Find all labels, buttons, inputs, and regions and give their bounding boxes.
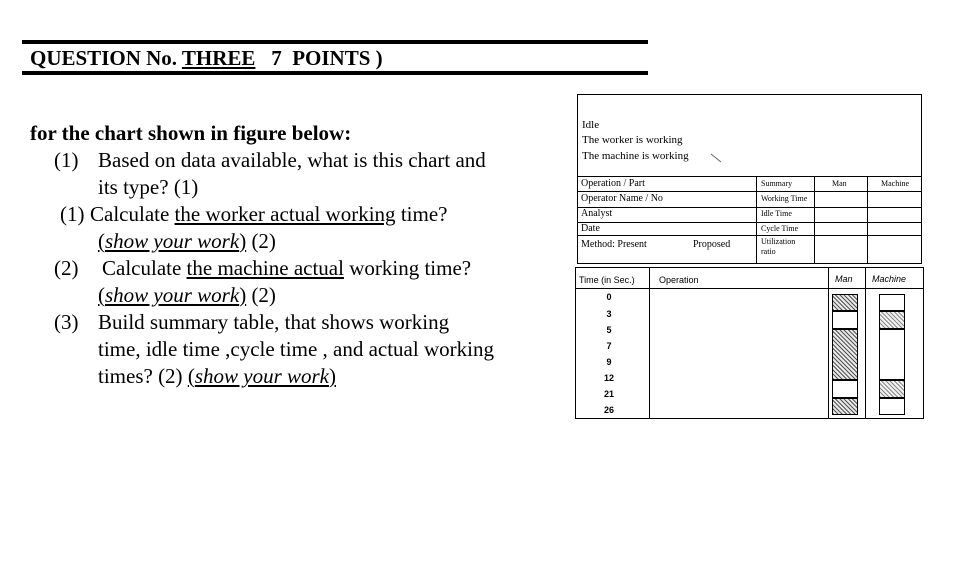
info-divider-1 — [756, 176, 757, 264]
question-points: 7 POINTS ) — [255, 46, 383, 70]
chart-header-operation: Operation — [659, 275, 699, 285]
info-rule-0 — [577, 176, 922, 177]
man-segment-working-21-26 — [832, 398, 858, 415]
chart-header-man: Man — [835, 274, 853, 284]
info-rule-2 — [577, 207, 922, 208]
summary-working-time: Working Time — [761, 194, 808, 203]
summary-col-machine: Machine — [881, 179, 909, 188]
question-3-line-1 — [98, 255, 560, 282]
chart-body-box — [575, 267, 924, 419]
machine-segment-working-3-5 — [879, 311, 905, 328]
question-4-work-close: ) — [329, 364, 336, 388]
machine-segment-idle-0-3 — [879, 294, 905, 311]
summary-cycle-time: Cycle Time — [761, 224, 799, 233]
header-bottom-rule — [22, 71, 648, 75]
machine-segment-idle-21-26 — [879, 398, 905, 415]
header-top-rule — [22, 40, 648, 44]
question-lead: for the chart shown in figure below: — [30, 121, 352, 145]
machine-segment-idle-5-12 — [879, 329, 905, 381]
question-item-1 — [30, 147, 560, 201]
chart-op-divider — [828, 267, 829, 419]
machine-segment-working-12-21 — [879, 380, 905, 397]
question-3-post: working time? — [343, 256, 472, 280]
info-operation-part: Operation / Part — [581, 178, 645, 189]
question-4-line-3 — [98, 363, 560, 390]
question-item-3 — [30, 255, 560, 309]
time-tick-12: 12 — [603, 373, 614, 383]
time-tick-0: 0 — [606, 292, 612, 302]
man-segment-working-5-12 — [832, 329, 858, 381]
question-3-points: (2) — [246, 283, 276, 307]
time-tick-7: 7 — [606, 341, 612, 351]
question-3-line-2 — [98, 282, 560, 309]
question-2-points: (2) — [246, 229, 276, 253]
time-tick-9: 9 — [606, 357, 612, 367]
man-segment-working-0-3 — [832, 294, 858, 311]
question-list — [30, 120, 560, 390]
summary-label: Summary — [761, 179, 793, 188]
summary-col-man: Man — [832, 179, 847, 188]
question-number-4: (3) — [54, 310, 79, 334]
question-1-line-2: its type? (1) — [98, 175, 199, 199]
legend-idle: Idle — [582, 119, 600, 131]
info-divider-2 — [814, 176, 815, 264]
info-rule-4 — [577, 235, 922, 236]
info-rule-1 — [577, 191, 922, 192]
question-number-1: (1) — [54, 148, 79, 172]
info-analyst: Analyst — [581, 208, 613, 219]
question-3-work-close: ) — [239, 283, 247, 307]
time-tick-26: 26 — [603, 405, 614, 415]
question-3-underlined: the machine actual — [186, 256, 344, 280]
question-item-2 — [30, 201, 560, 255]
question-1-line-1: Based on data available, what is this chart and — [98, 148, 486, 172]
pointer-mark-icon — [709, 152, 723, 164]
info-method: Method: Present — [581, 239, 647, 250]
question-4-pre: times? (2) — [98, 364, 188, 388]
summary-utilization-ratio: Utilization ratio — [761, 237, 796, 256]
question-number-3: (2) — [54, 256, 79, 280]
chart-header-machine: Machine — [872, 274, 907, 284]
time-tick-5: 5 — [606, 325, 612, 335]
question-4-work: show your work — [194, 364, 329, 388]
info-rule-3 — [577, 222, 922, 223]
question-4-line-1: Build summary table, that shows working — [98, 310, 450, 334]
question-2-pre: Calculate — [90, 202, 175, 226]
question-2-work-close: ) — [239, 229, 247, 253]
info-date: Date — [581, 223, 600, 234]
question-header — [22, 40, 648, 76]
question-3-pre: Calculate — [102, 256, 187, 280]
question-number-2: (1) — [60, 202, 85, 226]
summary-idle-time: Idle Time — [761, 209, 792, 218]
question-3-work: show your work — [105, 283, 240, 307]
question-item-4 — [30, 309, 560, 390]
info-divider-3 — [867, 176, 868, 264]
question-4-line-2: time, idle time ,cycle time , and actual working — [98, 337, 494, 361]
question-2-work-open: ( — [98, 229, 105, 253]
chart-man-divider — [865, 267, 866, 419]
question-2-line-2 — [90, 228, 560, 255]
question-title — [30, 46, 383, 71]
chart-time-divider — [649, 267, 650, 419]
time-tick-21: 21 — [603, 389, 614, 399]
info-operator-name: Operator Name / No — [581, 193, 663, 204]
question-2-post: time? — [395, 202, 448, 226]
man-segment-idle-12-21 — [832, 380, 858, 397]
question-4-work-open: ( — [187, 364, 195, 388]
question-3-work-open: ( — [98, 283, 105, 307]
legend-worker-working: The worker is working — [582, 134, 683, 146]
question-2-underlined: the worker actual working — [174, 202, 396, 226]
legend-machine-working: The machine is working — [582, 150, 689, 162]
info-proposed: Proposed — [693, 239, 731, 250]
question-2-work: show your work — [105, 229, 240, 253]
time-tick-3: 3 — [606, 309, 612, 319]
man-segment-idle-3-5 — [832, 311, 858, 328]
chart-header-rule — [575, 288, 924, 289]
question-number: THREE — [181, 46, 256, 70]
chart-header-time: Time (in Sec.) — [579, 275, 635, 285]
question-2-line-1 — [90, 201, 560, 228]
question-prefix: QUESTION No. — [30, 46, 182, 70]
